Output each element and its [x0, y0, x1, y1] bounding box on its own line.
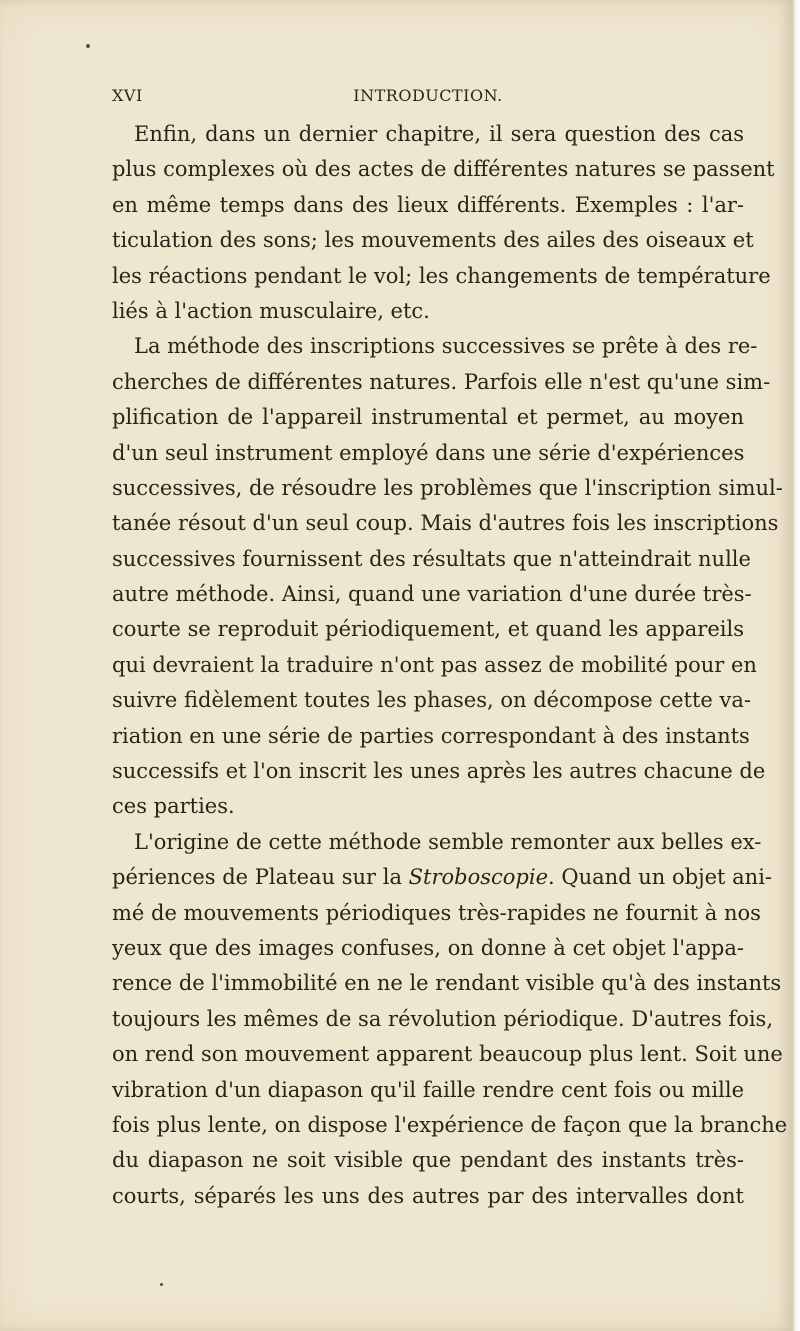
text-line: les réactions pendant le vol; les changements de température	[112, 263, 771, 288]
text-line: successifs et l'on inscrit les unes après les autres chacune de	[112, 759, 766, 784]
text-line: tanée résout d'un seul coup. Mais d'autres fois les inscriptions	[112, 511, 779, 536]
running-head: INTRODUCTION.	[353, 86, 503, 105]
text-line: en même temps dans des lieux différents. Exemples : l'ar-	[112, 192, 744, 217]
text-line: autre méthode. Ainsi, quand une variation d'une durée très-	[112, 582, 752, 607]
text-line: L'origine de cette méthode semble remonter aux belles ex-	[134, 829, 762, 854]
text-line: toujours les mêmes de sa révolution périodique. D'autres fois,	[112, 1006, 774, 1031]
text-line: rence de l'immobilité en ne le rendant visible qu'à des instants	[112, 971, 782, 996]
text-line: d'un seul instrument employé dans une série d'expériences	[112, 440, 745, 465]
ink-speck	[86, 44, 90, 48]
text-line: cherches de différentes natures. Parfois elle n'est qu'une sim-	[112, 369, 771, 394]
page-header	[112, 86, 744, 110]
text-line: Enfin, dans un dernier chapitre, il sera question des cas	[134, 122, 744, 146]
text-line: courte se reproduit périodiquement, et quand les appareils	[112, 617, 744, 642]
text-line: courts, séparés les uns des autres par des intervalles dont	[112, 1183, 744, 1208]
page-edge	[792, 0, 800, 1331]
text-line: ticulation des sons; les mouvements des ailes des oiseaux et	[112, 228, 754, 253]
text-line: fois plus lente, on dispose l'expérience de façon que la branche	[112, 1112, 788, 1137]
text-line: successives, de résoudre les problèmes que l'inscription simul-	[112, 475, 783, 500]
text-line: vibration d'un diapason qu'il faille rendre cent fois ou mille	[112, 1077, 744, 1102]
text-line: périences de Plateau sur la Stroboscopie. Quand un objet ani-	[112, 865, 773, 890]
text-line: plification de l'appareil instrumental et permet, au moyen	[112, 405, 744, 430]
text-line: mé de mouvements périodiques très-rapides ne fournit à nos	[112, 900, 761, 925]
text-line: ces parties.	[112, 794, 235, 819]
text-line: yeux que des images confuses, on donne à cet objet l'appa-	[112, 935, 744, 960]
text-line: liés à l'action musculaire, etc.	[112, 298, 430, 323]
text-line: qui devraient la traduire n'ont pas assez de mobilité pour en	[112, 652, 757, 677]
italic-term: Stroboscopie	[408, 865, 549, 890]
ink-speck	[160, 1283, 163, 1286]
body-text	[112, 117, 788, 1214]
text-line: successives fournissent des résultats que n'atteindrait nulle	[112, 546, 751, 571]
page-number: XVI	[112, 86, 143, 105]
text-line: plus complexes où des actes de différentes natures se passent	[112, 157, 775, 182]
text-line: suivre fidèlement toutes les phases, on décompose cette va-	[112, 688, 752, 713]
text-line: du diapason ne soit visible que pendant des instants très-	[112, 1148, 744, 1173]
text-line: riation en une série de parties correspondant à des instants	[112, 723, 750, 748]
text-line: La méthode des inscriptions successives se prête à des re-	[134, 334, 758, 359]
text-line: on rend son mouvement apparent beaucoup plus lent. Soit une	[112, 1042, 783, 1067]
